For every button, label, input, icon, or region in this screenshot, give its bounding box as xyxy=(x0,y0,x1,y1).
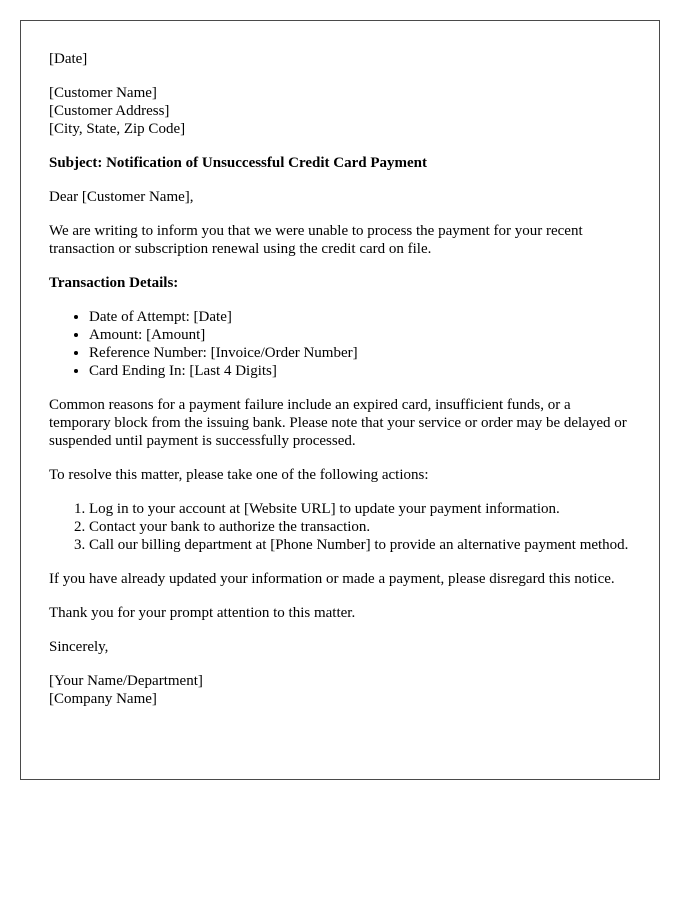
detail-date-of-attempt: • Date of Attempt: [Date] xyxy=(89,308,631,326)
transaction-details-list xyxy=(49,308,631,380)
letter-page xyxy=(20,20,660,780)
action-contact-bank: 2. Contact your bank to authorize the transaction. xyxy=(89,518,631,536)
action-log-in: 1. Log in to your account at [Website URL] to update your payment information. xyxy=(89,500,631,518)
intro-paragraph: We are writing to inform you that we were unable to process the payment for your recent transaction or subscription renewal using the credit card on file. xyxy=(49,223,583,257)
detail-amount: • Amount: [Amount] xyxy=(89,326,631,344)
actions-intro: To resolve this matter, please take one of the following actions: xyxy=(49,467,429,483)
detail-reference-number: • Reference Number: [Invoice/Order Number] xyxy=(89,344,631,362)
recipient-address: [Customer Address] xyxy=(49,103,170,119)
signature-name: [Your Name/Department] xyxy=(49,673,203,689)
reasons-paragraph: Common reasons for a payment failure include an expired card, insufficient funds, or a temporary block from the issuing bank. Please note that your service or order may be delayed or suspended until payment is successfully processed. xyxy=(49,397,627,449)
salutation: Dear [Customer Name], xyxy=(49,189,194,205)
letter-subject: Subject: Notification of Unsuccessful Credit Card Payment xyxy=(49,155,428,171)
disregard-paragraph: If you have already updated your information or made a payment, please disregard this notice. xyxy=(49,571,615,587)
thanks-paragraph: Thank you for your prompt attention to this matter. xyxy=(49,605,356,621)
signature-block xyxy=(49,672,631,708)
actions-list xyxy=(49,500,631,554)
transaction-details-heading: Transaction Details: xyxy=(49,275,179,291)
signature-company: [Company Name] xyxy=(49,691,157,707)
recipient-address-block xyxy=(49,84,631,138)
recipient-name: [Customer Name] xyxy=(49,85,157,101)
closing: Sincerely, xyxy=(49,639,109,655)
letter-date: [Date] xyxy=(49,51,88,67)
action-call-billing: 3. Call our billing department at [Phone Number] to provide an alternative payment method. xyxy=(89,536,631,554)
recipient-city-state-zip: [City, State, Zip Code] xyxy=(49,121,186,137)
detail-card-ending: • Card Ending In: [Last 4 Digits] xyxy=(89,362,631,380)
